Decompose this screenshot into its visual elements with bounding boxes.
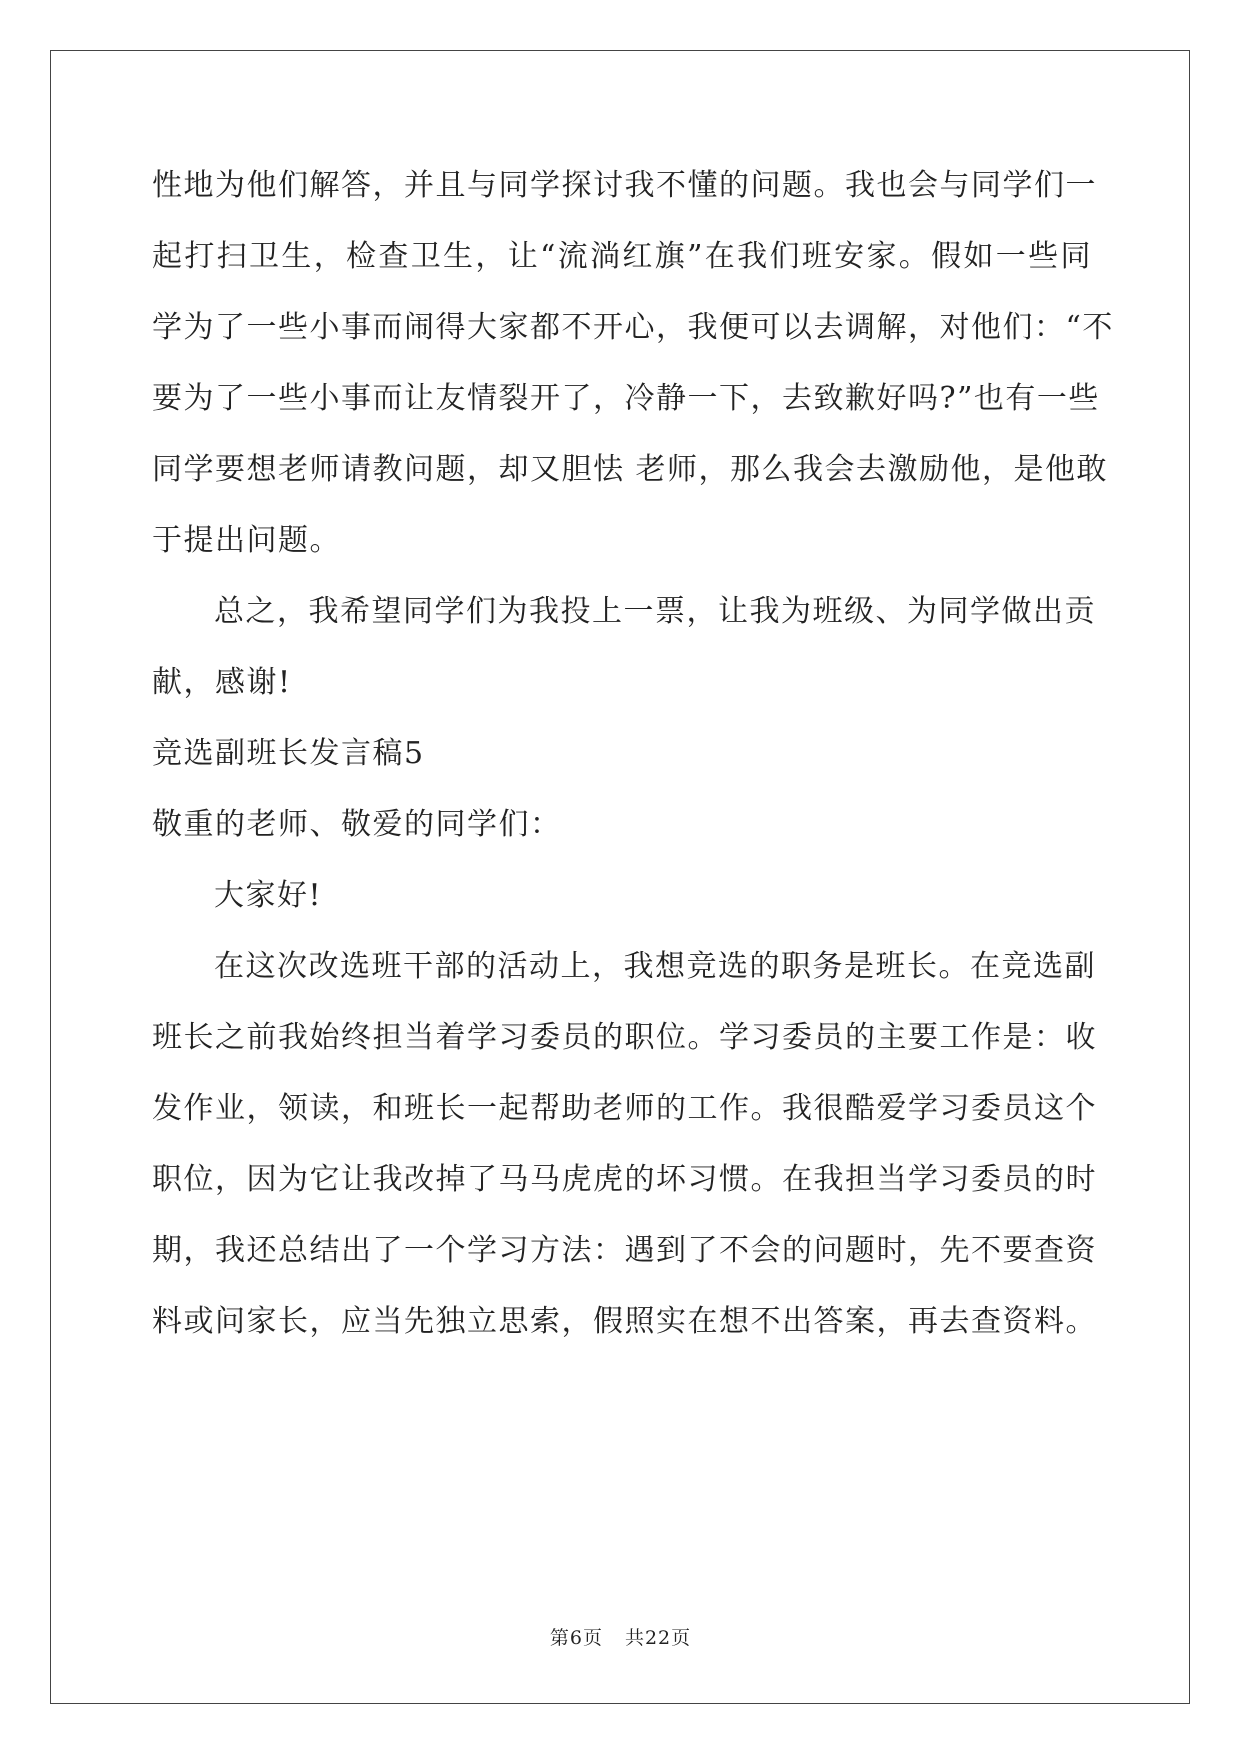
document-body — [152, 150, 1114, 1357]
text-line: 发作业，领读，和班长一起帮助老师的工作。我很酷爱学习委员这个 — [152, 1091, 1097, 1126]
salutation: 敬重的老师、敬爱的同学们： — [152, 807, 562, 842]
text-line: 料或问家长，应当先独立思索，假照实在想不出答案，再去查资料。 — [152, 1304, 1097, 1339]
page-total: 共22页 — [624, 1627, 692, 1649]
greeting: 大家好! — [214, 878, 323, 913]
text-line: 期，我还总结出了一个学习方法：遇到了不会的问题时，先不要查资 — [152, 1233, 1097, 1268]
text-line: 职位，因为它让我改掉了马马虎虎的坏习惯。在我担当学习委员的时 — [152, 1162, 1097, 1197]
page-footer — [0, 1623, 1241, 1650]
text-line: 班长之前我始终担当着学习委员的职位。学习委员的主要工作是：收 — [152, 1020, 1097, 1055]
paragraph-first-line: 在这次改选班干部的活动上，我想竞选的职务是班长。在竞选副 — [214, 949, 1096, 984]
text-line: 同学要想老师请教问题，却又胆怯 老师，那么我会去激励他，是他敢 — [152, 452, 1109, 487]
section-heading: 竞选副班长发言稿5 — [152, 736, 425, 771]
text-line: 于提出问题。 — [152, 523, 341, 558]
page-number: 第6页 — [549, 1627, 603, 1649]
text-line: 性地为他们解答，并且与同学探讨我不懂的问题。我也会与同学们一 — [152, 168, 1097, 203]
paragraph-first-line: 总之，我希望同学们为我投上一票，让我为班级、为同学做出贡 — [214, 594, 1096, 629]
text-line: 要为了一些小事而让友情裂开了，冷静一下，去致歉好吗?”也有一些 — [152, 381, 1100, 416]
text-line: 起打扫卫生，检查卫生，让“流淌红旗”在我们班安家。假如一些同 — [152, 239, 1092, 274]
text-line: 献，感谢! — [152, 665, 292, 700]
text-line: 学为了一些小事而闹得大家都不开心，我便可以去调解，对他们：“不 — [152, 310, 1114, 345]
